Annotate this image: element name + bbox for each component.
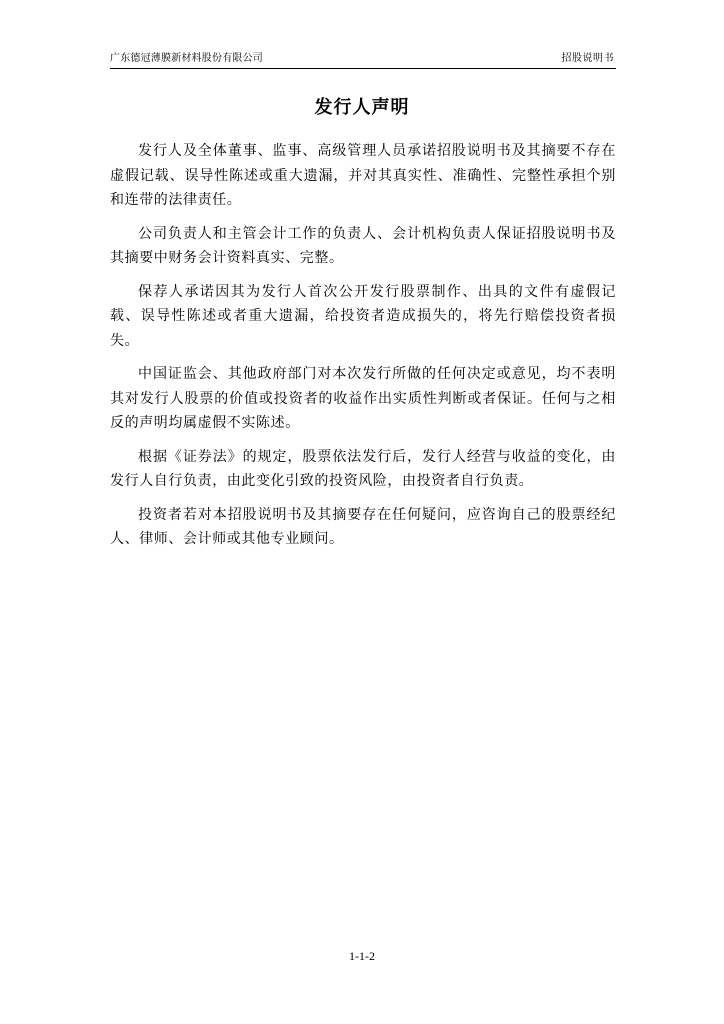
paragraph-5: 根据《证券法》的规定，股票依法发行后，发行人经营与收益的变化，由发行人自行负责，由此变化引致的投资风险，由投资者自行负责。 — [110, 448, 616, 489]
declaration-body — [110, 139, 616, 561]
page-title: 发行人声明 — [314, 97, 410, 118]
page-number: 1-1-2 — [349, 949, 375, 963]
paragraph-3: 保荐人承诺因其为发行人首次公开发行股票制作、出具的文件有虚假记载、误导性陈述或者重大遗漏，给投资者造成损失的，将先行赔偿投资者损失。 — [110, 283, 616, 349]
paragraph-6: 投资者若对本招股说明书及其摘要存在任何疑问，应咨询自己的股票经纪人、律师、会计师或其他专业顾问。 — [110, 506, 616, 547]
header-document-type: 招股说明书 — [561, 53, 614, 64]
paragraph-2: 公司负责人和主管会计工作的负责人、会计机构负责人保证招股说明书及其摘要中财务会计资料真实、完整。 — [110, 225, 616, 266]
page-header — [110, 52, 616, 69]
header-company-name: 广东德冠薄膜新材料股份有限公司 — [110, 53, 263, 64]
paragraph-4: 中国证监会、其他政府部门对本次发行所做的任何决定或意见，均不表明其对发行人股票的价值或投资者的收益作出实质性判断或者保证。任何与之相反的声明均属虚假不实陈述。 — [110, 366, 616, 431]
paragraph-1: 发行人及全体董事、监事、高级管理人员承诺招股说明书及其摘要不存在虚假记载、误导性陈述或重大遗漏，并对其真实性、准确性、完整性承担个别和连带的法律责任。 — [110, 143, 616, 208]
